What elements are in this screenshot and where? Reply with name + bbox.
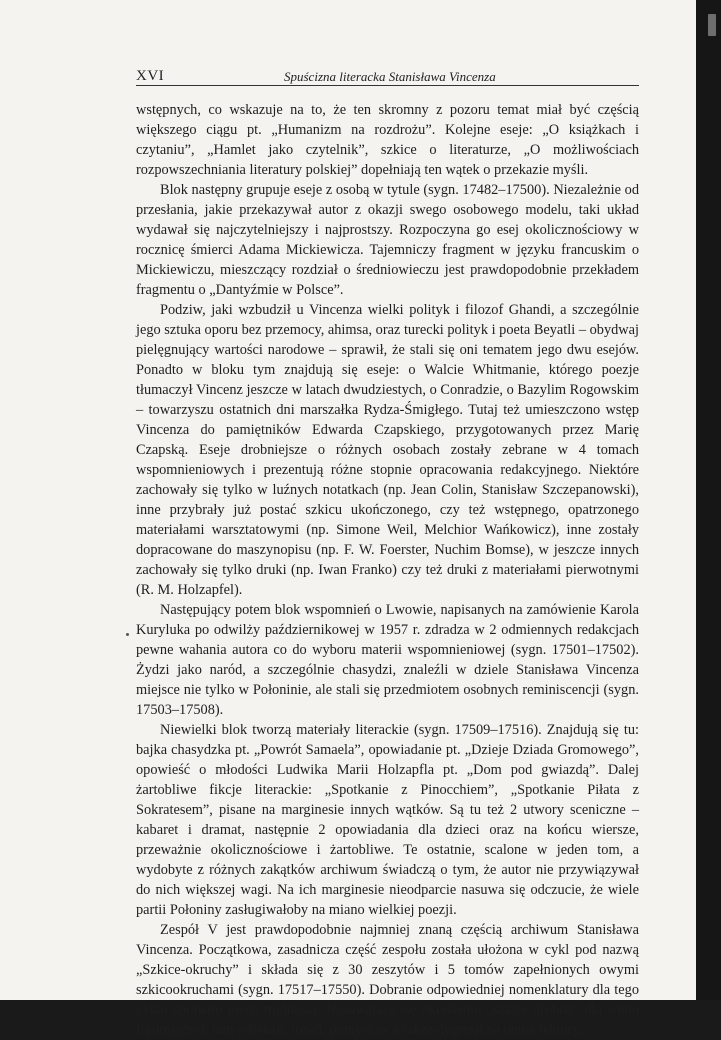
scan-binding-tab (708, 14, 716, 36)
running-title: Spuścizna literacka Stanisława Vincenza (284, 69, 496, 84)
margin-mark (126, 633, 129, 636)
body-text (136, 100, 639, 1040)
page-header (136, 61, 639, 86)
paragraph: wstępnych, co wskazuje na to, że ten skromny z pozoru temat miał być częścią większego ciągu pt. „Humanizm na rozdrożu”. Kolejne eseje: „O książkach i czytaniu”, „Hamlet jako czytelnik”, szkice o literaturze, „O możliwościach rozpowszechniania literatury polskiej” dopełniają ten wątek o przekazie myśli. (136, 102, 639, 178)
paragraph: Podziw, jaki wzbudził u Vincenza wielki polityk i filozof Ghandi, a szczególnie jego sztuka oporu bez przemocy, ahimsa, oraz turecki polityk i poeta Beyatli – obydwaj pielęgnujący wartości narodowe – sprawił, że stali się oni tematem jego dwu esejów. Ponadto w bloku tym znajdują się eseje: o Walcie Whitmanie, którego poezje tłumaczył Vincenz jeszcze w latach dwudziestych, o Conradzie, o Bazylim Rogowskim – towarzyszu ostatnich dni marszałka Rydza-Śmigłego. Tutaj też umieszczono wstęp Vincenza do pamiętników Edwarda Czapskiego, przygotowanych przez Marię Czapską. Eseje drobniejsze o różnych osobach zostały zebrane w 4 tomach wspomnieniowych i prezentują różne stopnie opracowania redakcyjnego. Niektóre zachowały się tylko w luźnych notatkach (np. Jean Colin, Stanisław Szczepanowski), inne przybrały już postać szkicu ukończonego, czy też wstępnego, opatrzonego materiałami warsztatowymi (np. Simone Weil, Melchior Wańkowicz), inne zostały dopracowane do maszynopisu (np. F. W. Foerster, Nuchim Bomse), w jeszcze innych zachowały się tylko druki (np. Iwan Franko) czy też druki z materiałami pierwotnymi (R. M. Holzapfel). (136, 302, 639, 598)
paragraph: Blok następny grupuje eseje z osobą w tytule (sygn. 17482–17500). Niezależnie od przesłania, jakie przekazywał autor z okazji swego osobowego modelu, taki układ wydawał się najczytelniejszy i najprostszy. Rozpoczyna go esej okolicznościowy w rocznicę śmierci Adama Mickiewicza. Tajemniczy fragment w języku francuskim o Mickiewiczu, mieszczący rozdział o średniowieczu jest prawdopodobnie przekładem fragmentu o „Dantyźmie w Polsce”. (136, 182, 639, 298)
paragraph: Niewielki blok tworzą materiały literackie (sygn. 17509–17516). Znajdują się tu: bajka chasydzka pt. „Powrót Samaela”, opowiadanie pt. „Dzieje Dziada Gromowego”, opowieść o młodości Ludwika Marii Holzapfla pt. „Dom pod gwiazdą”. Dalej żartobliwe fikcje literackie: „Spotkanie z Pinocchiem”, „Spotkanie Piłata z Sokratesem”, pisane na marginesie innych wątków. Są tu też 2 utwory sceniczne – kabaret i dramat, następnie 2 opowiadania dla dzieci oraz na końcu wiersze, przeważnie okolicznościowe i żartobliwe. Te ostatnie, scalone w jeden tom, a wydobyte z różnych zakątków archiwum świadczą o tym, że autor nie przywiązywał do nich większej wagi. Na ich marginesie nieodparcie nasuwa się odczucie, że wiele partii Połoniny zasługiwałoby na miano wielkiej poezji. (136, 722, 639, 918)
paragraph: Zespół V jest prawdopodobnie najmniej znaną częścią archiwum Stanisława Vincenza. Początkowa, zasadnicza część zespołu została ułożona w cykl pod nazwą „Szkice-okruchy” i składa się z 30 zeszytów i 5 tomów zapełnionych owymi szkicookruchami (sygn. 17517–17550). Dobranie odpowiedniej nomenklatury dla tego cyklu sprawiło nieco trudności. Nasuwające się określenie „szkice drobne” dla wielu figurujących tam refleksji, treści, pomysłów a także dygresji na temat lektury, (136, 922, 639, 1038)
paragraph: Następujący potem blok wspomnień o Lwowie, napisanych na zamówienie Karola Kuryluka po odwilży październikowej w 1957 r. zdradza w 2 odmiennych redakcjach pewne wahania autora co do wyboru materii wspomnieniowej (sygn. 17501–17502). Żydzi jako naród, a szczególnie chasydzi, znaleźli w dziele Stanisława Vincenza miejsce nie tylko w Połoninie, ale stali się przedmiotem osobnych reminiscencji (sygn. 17503–17508). (136, 602, 639, 718)
page-number: XVI (136, 68, 165, 84)
